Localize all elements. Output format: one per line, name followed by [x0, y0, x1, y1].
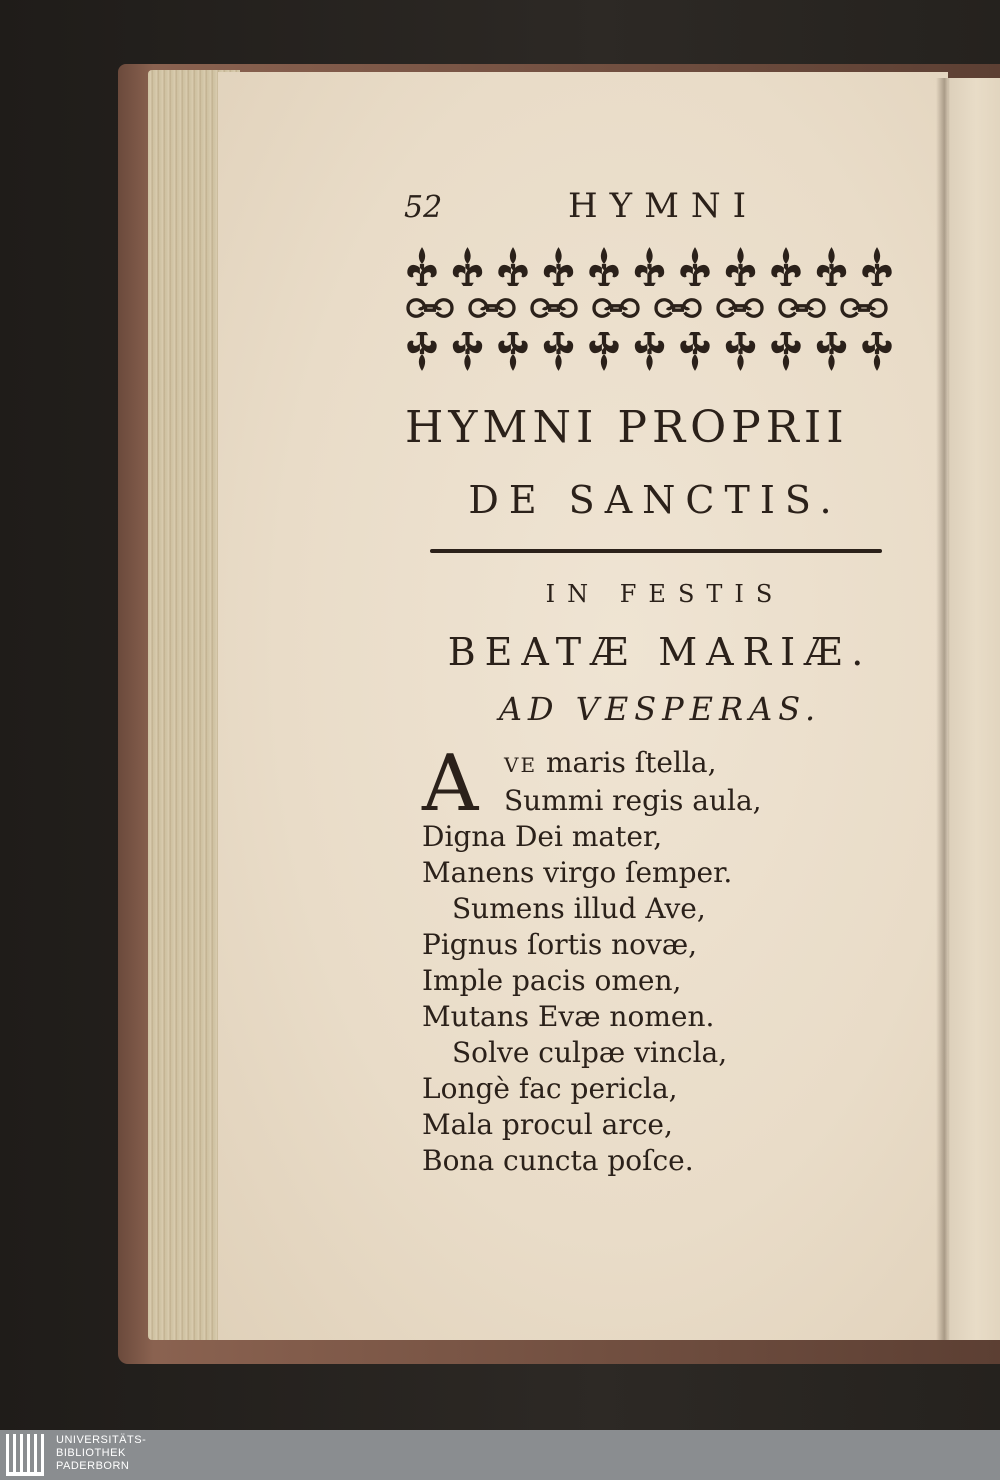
hymn-line: Mutans Evæ nomen.	[422, 1000, 715, 1033]
fleuron-icon	[771, 332, 800, 371]
scroll-ornament-icon	[780, 300, 824, 316]
hymn-line: Manens virgo ſemper.	[422, 856, 733, 889]
gutter-shadow	[936, 78, 950, 1340]
fleuron-icon	[544, 332, 573, 371]
fleuron-icon	[771, 247, 800, 286]
title-line-2: DE SANCTIS.	[468, 478, 842, 522]
fleuron-icon	[817, 332, 846, 371]
fleuron-icon	[862, 247, 891, 286]
hymn-line: Longè fac pericla,	[422, 1072, 678, 1105]
scroll-ornament-icon	[594, 300, 638, 316]
hymn-line: Digna Dei mater,	[422, 820, 663, 853]
hymn-line: Imple pacis omen,	[422, 964, 682, 997]
page-number: 52	[404, 190, 443, 225]
fleuron-icon	[589, 332, 618, 371]
section-line-1: IN FESTIS	[545, 580, 785, 608]
fleuron-icon	[453, 332, 482, 371]
scroll-ornament-icon	[842, 300, 886, 316]
hymn-line: Solve culpæ vincla,	[452, 1036, 728, 1069]
title-line-1: HYMNI PROPRII	[405, 402, 849, 453]
fleuron-icon	[635, 332, 664, 371]
fleuron-icon	[407, 332, 436, 371]
running-head: HYMNI	[568, 186, 759, 226]
fleuron-icon	[498, 332, 527, 371]
scroll-ornament-icon	[656, 300, 700, 316]
fleuron-icon	[817, 247, 846, 286]
library-name-line-3: PADERBORN	[56, 1460, 130, 1472]
scroll-ornament-icon	[470, 300, 514, 316]
section-line-3: AD VESPERAS.	[498, 690, 822, 728]
fleuron-icon	[680, 332, 709, 371]
scroll-ornament-icon	[532, 300, 576, 316]
fleuron-icon	[635, 247, 664, 286]
fleuron-row	[407, 247, 891, 371]
hymn-line: Mala procul arce,	[422, 1108, 673, 1141]
section-line-2: BEATÆ MARIÆ.	[447, 630, 873, 674]
small-caps-start: VE	[504, 753, 538, 777]
fleuron-icon	[407, 247, 436, 286]
hymn-line: Sumens illud Ave,	[452, 892, 706, 925]
scroll-ornament-icon	[718, 300, 762, 316]
hymn-line: Summi regis aula,	[504, 784, 762, 817]
hymn-line-text: maris ſtella,	[537, 746, 717, 779]
library-name-line-2: BIBLIOTHEK	[56, 1447, 126, 1459]
fleuron-icon	[726, 247, 755, 286]
drop-cap: A	[422, 739, 479, 829]
fleuron-icon	[498, 247, 527, 286]
library-name-line-1: UNIVERSITÄTS-	[56, 1434, 147, 1446]
fleuron-icon	[589, 247, 618, 286]
hymn-text	[422, 739, 892, 1179]
fleuron-icon	[726, 332, 755, 371]
hymn-line: Pignus ſortis novæ,	[422, 928, 698, 961]
fleuron-icon	[544, 247, 573, 286]
hymn-line: Bona cuncta poſce.	[422, 1144, 694, 1177]
library-logo-icon	[6, 1432, 50, 1478]
fleuron-icon	[453, 247, 482, 286]
horizontal-rule	[430, 549, 882, 553]
fleuron-icon	[680, 247, 709, 286]
fleuron-icon	[862, 332, 891, 371]
library-name	[56, 1434, 146, 1473]
library-footer	[0, 1430, 1000, 1480]
fleuron-ornament-band	[400, 240, 900, 376]
scroll-ornament-icon	[408, 300, 452, 316]
hymn-line	[422, 745, 892, 783]
